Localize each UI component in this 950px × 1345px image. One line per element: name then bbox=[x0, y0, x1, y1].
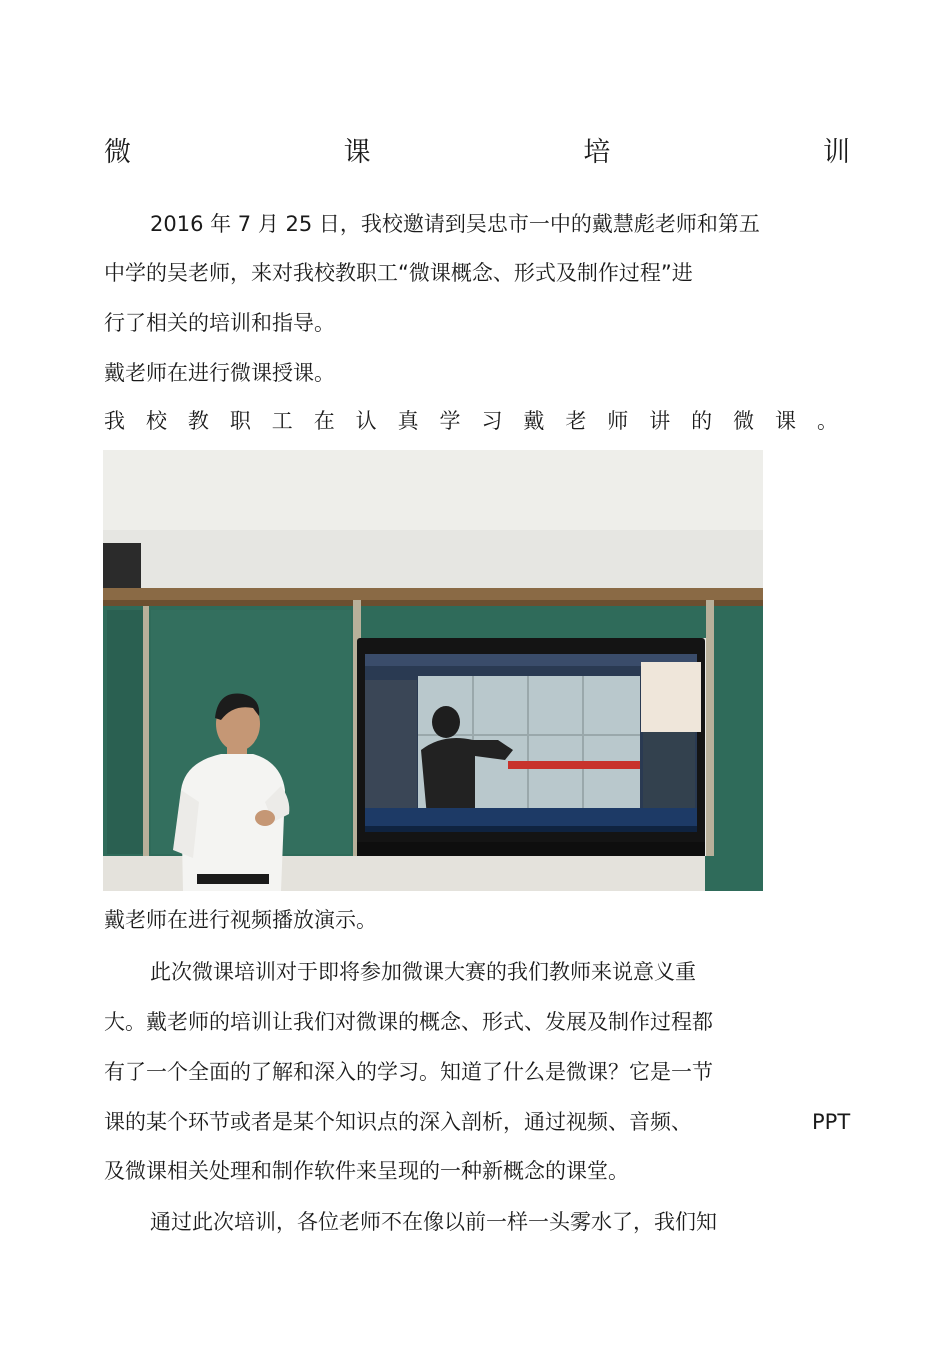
caption-char: 的 bbox=[691, 409, 713, 433]
caption-char: 认 bbox=[355, 409, 377, 433]
caption-char: 真 bbox=[397, 409, 419, 433]
caption-char: 师 bbox=[607, 409, 629, 433]
caption-char: 习 bbox=[481, 409, 503, 433]
title-char: 培 bbox=[583, 137, 611, 168]
paragraph-2-line-1: 此次微课培训对于即将参加微课大赛的我们教师来说意义重 bbox=[150, 960, 696, 984]
paragraph-2-line-2: 大。戴老师的培训让我们对微课的概念、形式、发展及制作过程都 bbox=[104, 1010, 713, 1034]
paragraph-2-line-4-ppt: PPT bbox=[812, 1110, 851, 1134]
caption-char: 校 bbox=[145, 409, 167, 433]
paragraph-3-line-1: 通过此次培训，各位老师不在像以前一样一头雾水了，我们知 bbox=[150, 1210, 717, 1234]
classroom-photo bbox=[103, 450, 763, 891]
paragraph-1-line-2: 中学的吴老师，来对我校教职工“微课概念、形式及制作过程”进 bbox=[104, 261, 693, 285]
caption-char: 在 bbox=[313, 409, 335, 433]
caption-char: 职 bbox=[229, 409, 251, 433]
caption-char: 学 bbox=[439, 409, 461, 433]
paragraph-2-line-5: 及微课相关处理和制作软件来呈现的一种新概念的课堂。 bbox=[104, 1159, 629, 1183]
caption-char: 讲 bbox=[649, 409, 671, 433]
caption-char: 教 bbox=[187, 409, 209, 433]
caption-char: 我 bbox=[104, 409, 125, 433]
caption-char: 戴 bbox=[523, 409, 545, 433]
caption-char: 老 bbox=[565, 409, 587, 433]
paragraph-2-line-3: 有了一个全面的了解和深入的学习。知道了什么是微课？它是一节 bbox=[104, 1060, 713, 1084]
classroom-photo-drawing bbox=[103, 450, 763, 891]
paragraph-1-line-3: 行了相关的培训和指导。 bbox=[104, 311, 335, 335]
caption-char: 课 bbox=[775, 409, 796, 433]
title-char: 训 bbox=[822, 137, 850, 168]
caption-staff-learning bbox=[104, 407, 838, 435]
title-char: 课 bbox=[343, 137, 371, 168]
caption-char: 工 bbox=[271, 409, 293, 433]
title-char: 微 bbox=[104, 137, 131, 168]
document-title bbox=[104, 136, 850, 170]
caption-teaching: 戴老师在进行微课授课。 bbox=[104, 361, 335, 385]
paragraph-1-line-1: 2016 年 7 月 25 日，我校邀请到吴忠市一中的戴慧彪老师和第五 bbox=[150, 212, 760, 236]
caption-char: 微 bbox=[733, 409, 755, 433]
caption-char: 。 bbox=[816, 409, 838, 433]
paragraph-2-line-4: 课的某个环节或者是某个知识点的深入剖析，通过视频、音频、 bbox=[104, 1110, 692, 1134]
caption-video-demo: 戴老师在进行视频播放演示。 bbox=[104, 908, 377, 932]
